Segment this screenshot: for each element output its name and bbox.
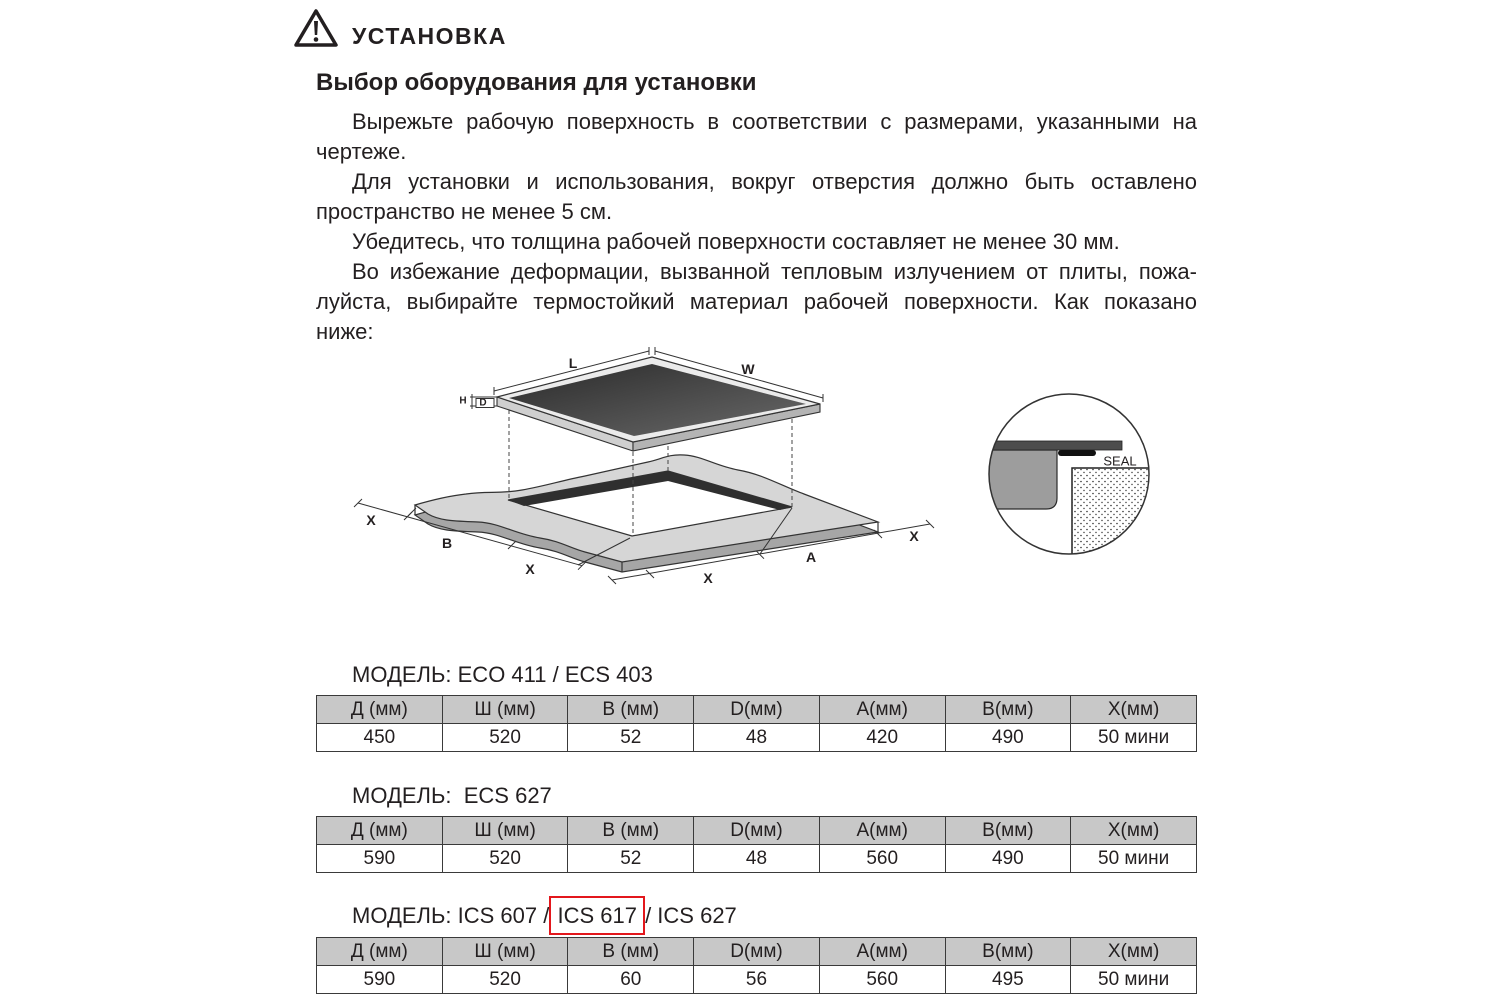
header-width: Ш (мм) [442, 696, 568, 724]
cell-cutout-b: 495 [945, 966, 1071, 994]
header-width: Ш (мм) [442, 938, 568, 966]
table-row [317, 845, 1197, 873]
cell-cutout-b: 490 [945, 724, 1071, 752]
header-length: Д (мм) [317, 817, 443, 845]
table-header-row [317, 696, 1197, 724]
cell-height: 52 [568, 845, 694, 873]
header-cutout-a: А(мм) [819, 817, 945, 845]
header-cutout-b: В(мм) [945, 938, 1071, 966]
label-cutout-depth: B [441, 535, 453, 551]
label-margin-left: X [366, 512, 376, 528]
header-cutout-a: А(мм) [819, 938, 945, 966]
header-length: Д (мм) [317, 938, 443, 966]
installation-diagram [340, 345, 960, 605]
label-margin-front-right: X [703, 570, 713, 586]
label-length: L [568, 355, 578, 371]
spec-table [316, 695, 1197, 752]
cell-length: 450 [317, 724, 443, 752]
cell-width: 520 [442, 724, 568, 752]
model-title [352, 901, 737, 931]
label-depth: D [479, 397, 487, 409]
header-margin-x: Х(мм) [1071, 817, 1197, 845]
header-cutout-a: А(мм) [819, 696, 945, 724]
paragraph-line: пространство не менее 5 см. [316, 199, 613, 224]
paragraph-line: Вырежьте рабочую поверхность в соответствии с размерами, указанными на [352, 109, 1197, 134]
header-margin-x: Х(мм) [1071, 938, 1197, 966]
cell-length: 590 [317, 845, 443, 873]
cell-width: 520 [442, 845, 568, 873]
header-cutout-b: В(мм) [945, 696, 1071, 724]
cell-height: 60 [568, 966, 694, 994]
cell-cutout-a: 560 [819, 845, 945, 873]
header-depth: D(мм) [694, 696, 820, 724]
countertop-section [1072, 468, 1160, 565]
seal [1058, 450, 1096, 456]
table-row [317, 724, 1197, 752]
cell-margin-x: 50 мини [1071, 966, 1197, 994]
paragraph-line: ниже: [316, 319, 374, 344]
cell-depth: 48 [694, 845, 820, 873]
table-row [317, 966, 1197, 994]
cell-cutout-b: 490 [945, 845, 1071, 873]
header-cutout-b: В(мм) [945, 817, 1071, 845]
header-depth: D(мм) [694, 817, 820, 845]
header-width: Ш (мм) [442, 817, 568, 845]
model-title: МОДЕЛЬ: ECS 627 [352, 783, 552, 808]
label-seal: SEAL [1103, 453, 1137, 469]
paragraph-line: луйста, выбирайте термостойкий материал рабочей поверхности. Как показано [316, 289, 1197, 314]
cell-cutout-a: 420 [819, 724, 945, 752]
warning-icon [293, 8, 339, 48]
cell-margin-x: 50 мини [1071, 724, 1197, 752]
header-depth: D(мм) [694, 938, 820, 966]
table-header-row [317, 817, 1197, 845]
cell-depth: 56 [694, 966, 820, 994]
cell-depth: 48 [694, 724, 820, 752]
section-title: УСТАНОВКА [352, 23, 507, 49]
model-title: МОДЕЛЬ: ECO 411 / ECS 403 [352, 662, 653, 687]
paragraph-line: чертеже. [316, 139, 407, 164]
paragraph-line: Во избежание деформации, вызванной тепловым излучением от плиты, пожа- [352, 259, 1197, 284]
body-text [316, 107, 1197, 347]
label-height: H [459, 395, 467, 407]
label-cutout-width: A [805, 549, 817, 565]
model-title-after: / ICS 627 [645, 903, 737, 928]
label-width: W [741, 361, 755, 377]
highlighted-model: ICS 617 [549, 896, 645, 935]
cell-cutout-a: 560 [819, 966, 945, 994]
label-margin-front-left: X [525, 561, 535, 577]
paragraph-line: Убедитесь, что толщина рабочей поверхности составляет не менее 30 мм. [352, 229, 1120, 254]
paragraph-line: Для установки и использования, вокруг отверстия должно быть оставлено [352, 169, 1197, 194]
cell-height: 52 [568, 724, 694, 752]
cell-margin-x: 50 мини [1071, 845, 1197, 873]
glass-plate-section [982, 441, 1122, 450]
header-height: В (мм) [568, 817, 694, 845]
header-height: В (мм) [568, 938, 694, 966]
subheading: Выбор оборудования для установки [316, 69, 757, 96]
table-header-row [317, 938, 1197, 966]
header-height: В (мм) [568, 696, 694, 724]
label-margin-right: X [909, 528, 919, 544]
cell-width: 520 [442, 966, 568, 994]
header-margin-x: Х(мм) [1071, 696, 1197, 724]
cell-length: 590 [317, 966, 443, 994]
seal-detail [980, 385, 1160, 565]
model-title-before: МОДЕЛЬ: ICS 607 / [352, 903, 550, 928]
header-length: Д (мм) [317, 696, 443, 724]
spec-table [316, 816, 1197, 873]
spec-table [316, 937, 1197, 994]
